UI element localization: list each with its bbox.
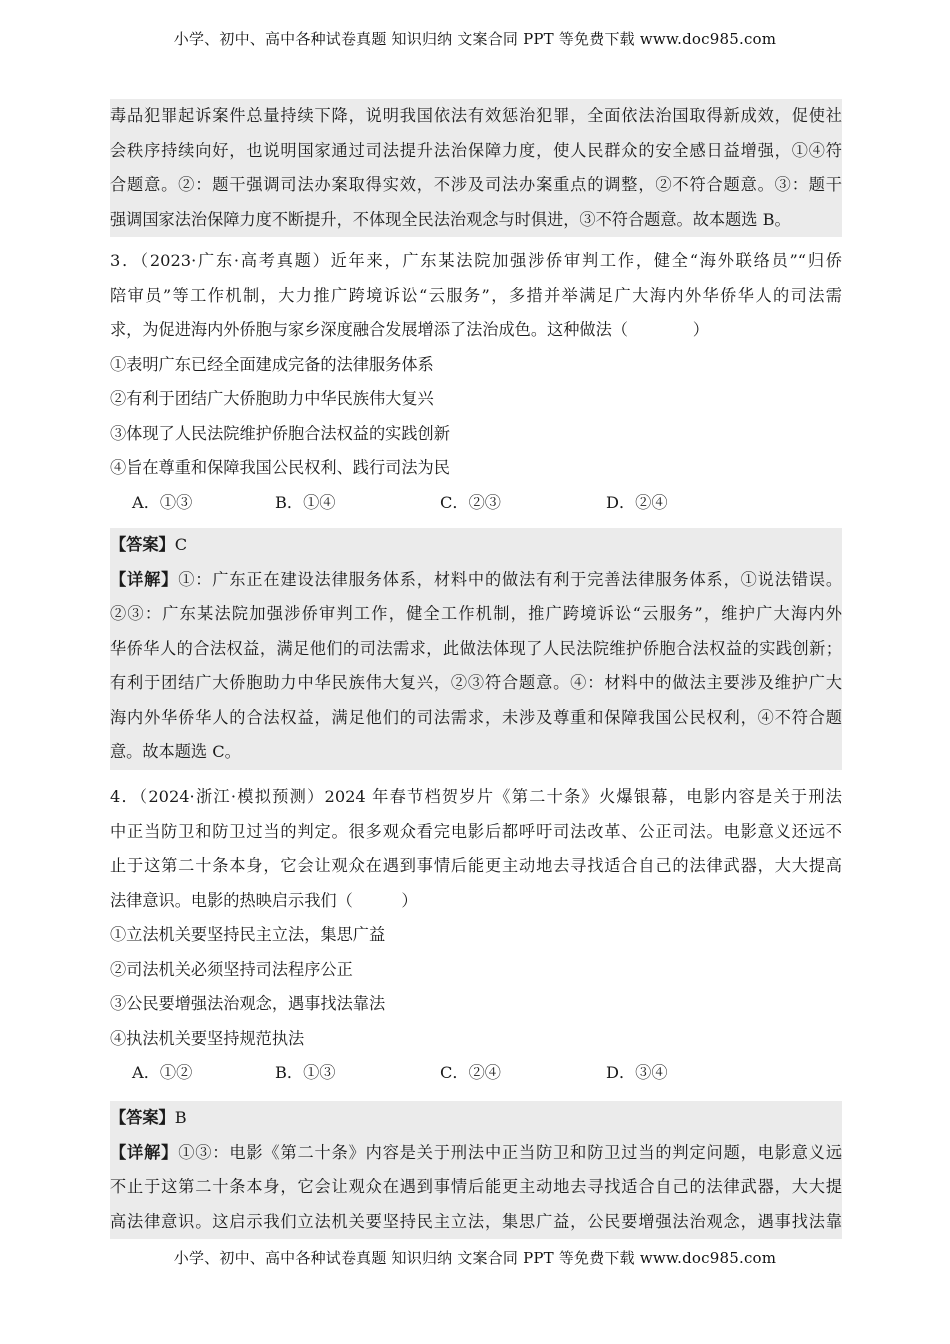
question-stem: 求，为促进海内外侨胞与家乡深度融合发展增添了法治成色。这种做法（ ）: [110, 320, 709, 339]
choice-item: ③体现了人民法院维护侨胞合法权益的实践创新: [110, 423, 450, 443]
text-line: 合题意。②：题干强调司法办案取得实效，不涉及司法办案重点的调整，②不符合题意。③：题干: [110, 175, 842, 194]
answer-value: C: [174, 535, 188, 554]
detail-text: ①③：电影《第二十条》内容是关于刑法中正当防卫和防卫过当的判定问题，电影意义远: [178, 1142, 842, 1162]
answer-label: 【答案】: [110, 535, 175, 554]
question-stem: 陪审员”等工作机制，大力推广跨境诉讼“云服务”，多措并举满足广大海内外华侨华人的司法需: [110, 285, 842, 305]
option-b: B．①④: [275, 492, 336, 512]
question-4: [110, 780, 842, 1091]
detail-line: 意。故本题选 C。: [110, 742, 241, 761]
option-a: A．①③: [132, 492, 193, 512]
page-header: 小学、初中、高中各种试卷真题 知识归纳 文案合同 PPT 等免费下载 www.doc985.com: [173, 30, 777, 48]
detail-line: 海内外华侨华人的合法权益，满足他们的司法需求，未涉及尊重和保障我国公民权利，④不符合题: [110, 707, 842, 727]
answer-value: B: [174, 1108, 187, 1127]
choice-item: ②有利于团结广大侨胞助力中华民族伟大复兴: [110, 389, 434, 408]
question-stem: 4．（2024·浙江·模拟预测）2024 年春节档贺岁片《第二十条》火爆银幕，电影内容是关于刑法: [110, 787, 842, 806]
answer-label: 【答案】: [110, 1108, 175, 1127]
page-footer: 小学、初中、高中各种试卷真题 知识归纳 文案合同 PPT 等免费下载 www.doc985.com: [173, 1249, 777, 1267]
option-d: D．②④: [606, 492, 668, 512]
text-line: 毒品犯罪起诉案件总量持续下降，说明我国依法有效惩治犯罪，全面依法治国取得新成效，促使社: [110, 106, 842, 125]
choice-item: ①立法机关要坚持民主立法，集思广益: [110, 925, 386, 944]
answer-block-3: [110, 528, 842, 770]
option-b: B．①③: [275, 1063, 336, 1082]
detail-line: 华侨华人的合法权益，满足他们的司法需求，此做法体现了人民法院维护侨胞合法权益的实践创新；: [110, 638, 842, 658]
answer-options: [110, 1056, 842, 1091]
detail-text: ①：广东正在建设法律服务体系，材料中的做法有利于完善法律服务体系，①说法错误。: [178, 569, 842, 589]
choice-item: ①表明广东已经全面建成完备的法律服务体系: [110, 354, 434, 374]
text-line: 强调国家法治保障力度不断提升，不体现全民法治观念与时俱进，③不符合题意。故本题选 B。: [110, 209, 791, 229]
question-stem: 中正当防卫和防卫过当的判定。很多观众看完电影后都呼吁司法改革、公正司法。电影意义还远不: [110, 821, 842, 841]
choice-item: ②司法机关必须坚持司法程序公正: [110, 959, 353, 979]
detail-label: 【详解】: [110, 569, 179, 589]
question-stem: 3．（2023·广东·高考真题）近年来，广东某法院加强涉侨审判工作，健全“海外联络员”“归侨: [110, 251, 842, 270]
detail-line: 高法律意识。这启示我们立法机关要坚持民主立法，集思广益，公民要增强法治观念，遇事找法靠: [110, 1211, 842, 1231]
option-c: C．②③: [440, 492, 501, 512]
option-a: A．①②: [132, 1063, 193, 1082]
detail-line: 有利于团结广大侨胞助力中华民族伟大复兴，②③符合题意。④：材料中的做法主要涉及维护广大: [110, 673, 842, 692]
answer-block-4: [110, 1101, 842, 1239]
detail-line: ②③：广东某法院加强涉侨审判工作，健全工作机制，推广跨境诉讼“云服务”，维护广大海内外: [110, 604, 842, 623]
detail-line: 不止于这第二十条本身，它会让观众在遇到事情后能更主动地去寻找适合自己的法律武器，大大提: [110, 1177, 842, 1196]
question-stem: 法律意识。电影的热映启示我们（ ）: [110, 890, 418, 910]
question-stem: 止于这第二十条本身，它会让观众在遇到事情后能更主动地去寻找适合自己的法律武器，大大提高: [110, 856, 842, 875]
detail-label: 【详解】: [110, 1142, 179, 1162]
choice-item: ④执法机关要坚持规范执法: [110, 1028, 305, 1048]
detail-line: [110, 563, 842, 598]
choice-item: ③公民要增强法治观念，遇事找法靠法: [110, 994, 386, 1013]
answer-options: [110, 486, 842, 521]
option-c: C．②④: [440, 1063, 501, 1082]
answer-line: [110, 528, 842, 563]
detail-line: [110, 1136, 842, 1171]
question-3: [110, 244, 842, 520]
prev-explanation: [110, 99, 842, 237]
text-line: 会秩序持续向好，也说明国家通过司法提升法治保障力度，使人民群众的安全感日益增强，①④符: [110, 140, 842, 160]
option-d: D．③④: [606, 1063, 668, 1082]
answer-line: [110, 1101, 842, 1136]
choice-item: ④旨在尊重和保障我国公民权利、践行司法为民: [110, 458, 450, 477]
